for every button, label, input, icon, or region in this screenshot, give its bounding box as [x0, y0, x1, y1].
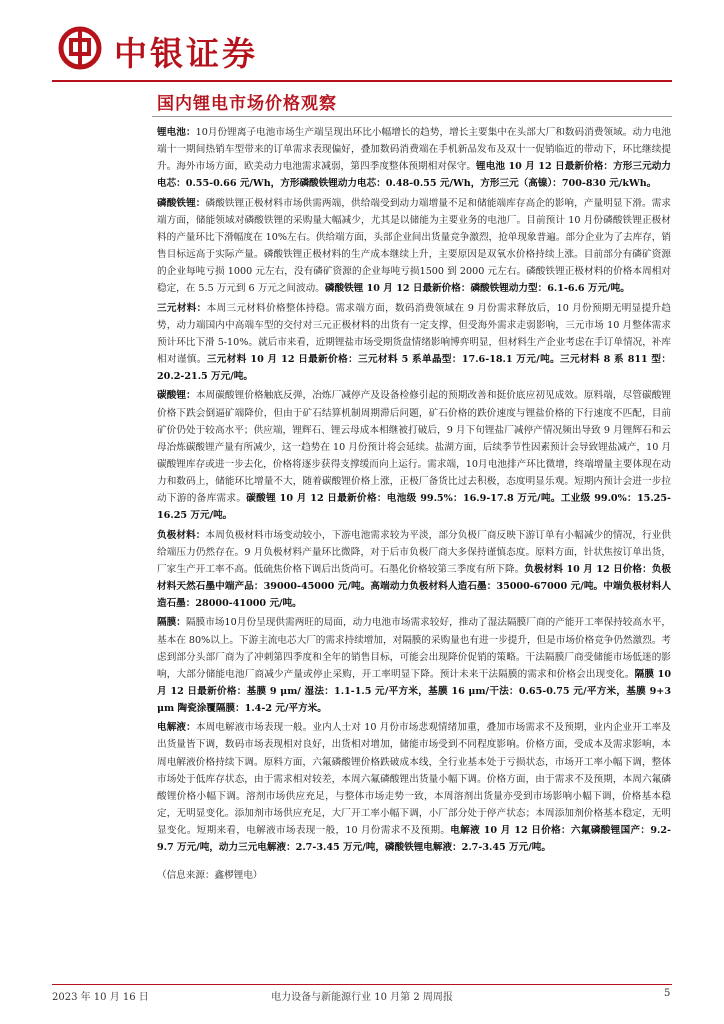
- paragraph-label: 磷酸铁锂：: [157, 197, 206, 209]
- price-summary: 碳酸锂 10 月 12 日最新价格：电池级 99.5%：16.9-17.8 万元/吨。工业级 99.0%：15.25-16.25 万元/吨。: [157, 493, 671, 522]
- price-summary: 三元材料 10 月 12 日最新价格：三元材料 5 系单晶型：17.6-18.1 万元/吨。三元材料 8 系 811 型：20.2-21.5 万元/吨。: [157, 354, 671, 383]
- brand-name: 中银证券: [114, 34, 258, 73]
- report-body: [157, 124, 671, 884]
- price-summary: 锂电池 10 月 12 日最新价格：方形三元动力电芯：0.55-0.66 元/Wh，方形磷酸铁锂动力电芯：0.48-0.55 元/Wh，方形三元（高镍）：700-830 元/kWh。: [157, 161, 672, 190]
- footer-divider: [52, 984, 672, 985]
- paragraph-electrolyte: [157, 719, 671, 856]
- footer-date: 2023 年 10 月 16 日: [52, 992, 149, 1003]
- price-summary: 隔膜 10 月 12 日最新价格：基膜 9 μm/ 湿法：1.1-1.5 元/平方米，基膜 16 μm/干法：0.65-0.75 元/平方米，基膜 9+3 μm 陶瓷涂覆隔膜：1.4-2 元/平方米。: [157, 668, 671, 715]
- paragraph-text: 本周碳酸锂价格触底反弹，冶炼厂减停产及设备检修引起的预期改善和挺价底应初见成效。原料端，尽管碳酸锂价格下跌会倒逼矿端降价，但由于矿石结算机制周期滞后问题，矿石价格的跌价速度与锂盐价格的下行速度不匹配，目前矿价仍处于较高水平；供应端，锂辉石、锂云母成本相继被打破后，9 月下旬锂盐厂减停产情况频出导致 9 月锂辉石和云母冶炼碳酸锂产量有所减少，这一趋势在 10 月份预计将会延续。盐湖方面，后续季节性因素预计会导致锂盐减产，10 月碳酸锂库存或进一步去化，价格将逐步获得支撑缓而向上运行。需求端，10月电池排产环比微增，终端增量主要体现在动力和数码上，储能环比增量不大，随着碳酸锂价格上涨，正极厂备货比过去积极，态度明显乐观。短期内预计会进一步拉动下游的备库需求。: [157, 390, 672, 505]
- paragraph-text: 本周负极材料市场变动较小，下游电池需求较为平淡，部分负极厂商反映下游订单有小幅减少的情况，行业供给端压力仍然存在。9 月负极材料产量环比微降，对于后市负极厂商大多保持谨慎态度。原料方面，针状焦按订单出货，厂家生产开工率不高。低硫焦价格下调后出货尚可。石墨化价格较第三季度有所下降。: [157, 529, 672, 575]
- paragraph-ternary: [157, 300, 671, 386]
- paragraph-text: 磷酸铁锂正极材料市场供需两端，供给端受到动力端增量不足和储能端库存高企的影响，产量明显下滑。需求端方面，储能领域对磷酸铁锂的采购量大幅减少，尤其是以储能为主要业务的电池厂。目前预计 10 月份磷酸铁锂正极材料的产量环比下滑幅度在 10%左右。供给端方面，头部企业间出货量竞争激烈，抢单现象普遍。部分企业为了去库存，销售目标远高于实际产量。磷酸铁锂正极材料的生产成本继续上升，主要原因是双氧水价格持续上涨。目前部分有磷矿资源的企业每吨亏损 1000 元左右，没有磷矿资源的企业每吨亏损1500 到 2000 元左右。磷酸铁锂正极材料的价格本周相对稳定，在 5.5 万元到 6 万元之间波动。: [157, 197, 672, 295]
- paragraph-label: 碳酸锂：: [157, 390, 196, 402]
- footer-report-title: 电力设备与新能源行业 10 月第 2 周周报: [271, 992, 453, 1003]
- price-summary: 电解液 10 月 12 日价格：六氟磷酸锂国产：9.2-9.7 万元/吨，动力三元电解液：2.7-3.45 万元/吨，磷酸铁锂电解液：2.7-3.45 万元/吨。: [157, 825, 671, 854]
- paragraph-lithium-carbonate: [157, 387, 671, 524]
- paragraph-text: 10月份锂离子电池市场生产端呈现出环比小幅增长的趋势，增长主要集中在头部大厂和数码消费领域。动力电池端十一期间热销车型带来的订单需求表现偏好，叠加数码消费端在手机新品发布及双十一促销临近的带动下，环比继续提升。海外市场方面，欧美动力电池需求减弱，第四季度整体预期相对保守。: [157, 127, 671, 173]
- info-source: （信息来源：鑫椤锂电）: [157, 869, 263, 881]
- paragraph-text: 隔膜市场10月份呈现供需两旺的局面，动力电池市场需求较好，推动了湿法隔膜厂商的产能开工率保持较高水平，基本在 80%以上。下游主流电芯大厂的需求持续增加，对隔膜的采购量也有进一步提升，但是市场价格竞争仍然激烈。考虑到部分头部厂商为了冲刺第四季度和全年的销售目标，可能会出现降价促销的策略。干法隔膜厂商受储能市场低迷的影响，大部分储能电池厂商减少产量或停止采购，开工率明显下降。预计未来干法隔膜的需求和价格会出现变化。: [157, 617, 671, 680]
- paragraph-text: 本周三元材料价格整体持稳。需求端方面，数码消费领域在 9 月份需求释放后，10 月份预期无明显提升趋势，动力端国内中高端车型的交付对三元正极材料的出货有一定支撑，但受海外需求走弱影响，三元市场 10 月整体需求预计环比下滑 5-10%。就后市来看，近期锂盐市场受期货盘情绪影响博弈明显，但材料生产企业考虑在手订单情况，补库相对谨慎。: [157, 302, 672, 366]
- price-summary: 磷酸铁锂 10 月 12 日最新价格：磷酸铁锂动力型：6.1-6.6 万元/吨。: [324, 283, 630, 295]
- section-divider: [152, 116, 672, 117]
- paragraph-separator: [157, 614, 671, 717]
- paragraph-label: 电解液：: [157, 722, 196, 734]
- page-number: 5: [664, 988, 671, 999]
- paragraph-battery: [157, 124, 671, 193]
- paragraph-anode: [157, 527, 671, 613]
- section-title: 国内锂电市场价格观察: [157, 94, 337, 114]
- price-summary: 负极材料 10 月 12 日价格：负极材料天然石墨中端产品：39000-45000 元/吨。高端动力负极材料人造石墨：35000-67000 元/吨。中端负极材料人造石墨：28000-41000 元/吨。: [157, 563, 672, 610]
- paragraph-label: 隔膜：: [157, 617, 186, 629]
- paragraph-label: 锂电池：: [157, 127, 196, 138]
- page-header: [52, 20, 672, 72]
- paragraph-label: 负极材料：: [157, 529, 206, 541]
- paragraph-text: 本周电解液市场表现一般。业内人士对 10 月份市场悲观情绪加重，叠加市场需求不及预期，业内企业开工率及出货量皆下调，数码市场表现相对良好，出货相对增加，储能市场受到不同程度影响。价格方面，受成本及需求影响，本周电解液价格持续下调。原料方面，六氟磷酸锂价格跌破成本线，全行业基本处于亏损状态，市场开工率小幅下调，整体市场处于低库存状态，由于需求相对较差，本周六氟磷酸锂出货量小幅下调。价格方面，由于需求不及预期，本周六氟磷酸锂价格小幅下调。溶剂市场供应充足，与整体市场走势一致，本周溶剂出货量亦受到市场影响小幅下调，价格基本稳定，无明显变化。添加剂市场供应充足，大厂开工率小幅下调，小厂部分处于停产状态；本周添加剂价格基本稳定，无明显变化。短期来看，电解液市场表现一般，10 月份需求不及预期。: [157, 722, 672, 837]
- header-divider: [52, 80, 672, 82]
- bank-of-china-logo-icon: [58, 26, 102, 70]
- paragraph-label: 三元材料：: [157, 302, 207, 314]
- paragraph-lfp: [157, 195, 671, 298]
